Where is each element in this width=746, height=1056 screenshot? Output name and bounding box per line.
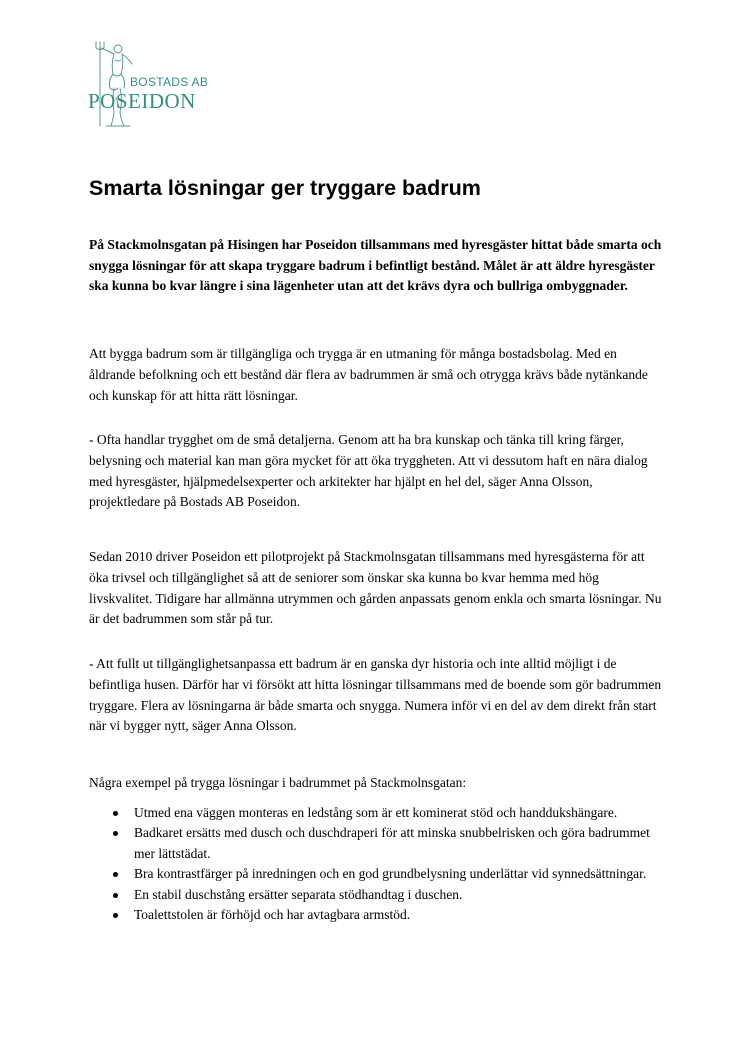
bullet-icon (113, 893, 118, 898)
list-item-text: Badkaret ersätts med dusch och duschdraperi för att minska snubbelrisken och göra badrummet mer lättstädat. (134, 825, 650, 861)
list-item-text: En stabil duschstång ersätter separata stödhandtag i duschen. (134, 886, 463, 902)
logo-text-main: POSEIDON (88, 89, 196, 113)
list-item (89, 803, 664, 823)
list-item (89, 823, 664, 864)
body-paragraph-3: Sedan 2010 driver Poseidon ett pilotprojekt på Stackmolnsgatan tillsammans med hyresgästerna för att öka trivsel och tillgänglighet så att de seniorer som önskar ska kunna bo kvar hemma med hög livskvalitet. Tidigare har allmänna utrymmen och gården anpassats genom enkla och smarta lösningar. Nu är det badrummen som står på tur. (89, 549, 662, 627)
examples-intro: Några exempel på trygga lösningar i badrummet på Stackmolnsgatan: (89, 775, 467, 790)
lead-paragraph: På Stackmolnsgatan på Hisingen har Poseidon tillsammans med hyresgäster hittat både smarta och snygga lösningar för att skapa tryggare badrum i befintligt bestånd. Målet är att äldre hyresgäster ska kunna bo kvar längre i sina lägenheter utan att det krävs dyra och bullriga ombyggnader. (89, 237, 662, 294)
body-paragraph-2: - Ofta handlar trygghet om de små detaljerna. Genom att ha bra kunskap och tänka till kring färger, belysning och material kan man göra mycket för att öka tryggheten. Att vi dessutom haft en nära dialog med hyresgäster, hjälpmedelsexperter och arkitekter har hjälpt en hel del, säger Anna Olsson, projektledare på Bostads AB Poseidon. (89, 432, 648, 510)
list-item-text: Utmed ena väggen monteras en ledstång som är ett kominerat stöd och handdukshängare. (134, 805, 618, 820)
company-logo (86, 38, 216, 130)
bullet-icon (113, 872, 118, 877)
list-item (89, 864, 664, 884)
list-item-text: Toalettstolen är förhöjd och har avtagbara armstöd. (134, 907, 411, 923)
list-item (89, 905, 664, 925)
examples-list (89, 803, 664, 925)
bullet-icon (113, 831, 118, 836)
bullet-icon (113, 811, 118, 816)
article-title: Smarta lösningar ger tryggare badrum (89, 176, 481, 200)
logo-text-top: BOSTADS AB (130, 75, 209, 89)
list-item (89, 885, 664, 905)
body-paragraph-1: Att bygga badrum som är tillgängliga och trygga är en utmaning för många bostadsbolag. Med en åldrande befolkning och ett bestånd där flera av badrummen är små och otrygga krävs både nytänkande och kunskap för att hitta rätt lösningar. (89, 346, 648, 403)
body-paragraph-4: - Att fullt ut tillgänglighetsanpassa ett badrum är en ganska dyr historia och inte alltid möjligt i de befintliga husen. Därför har vi försökt att hitta lösningar tillsammans med de boende som gör badrummen tryggare. Flera av lösningarna är både smarta och snygga. Numera inför vi en del av dem direkt från start när vi bygger nytt, säger Anna Olsson. (89, 656, 662, 734)
list-item-text: Bra kontrastfärger på inredningen och en god grundbelysning underlättar vid synnedsättningar. (134, 866, 647, 882)
bullet-icon (113, 913, 118, 918)
